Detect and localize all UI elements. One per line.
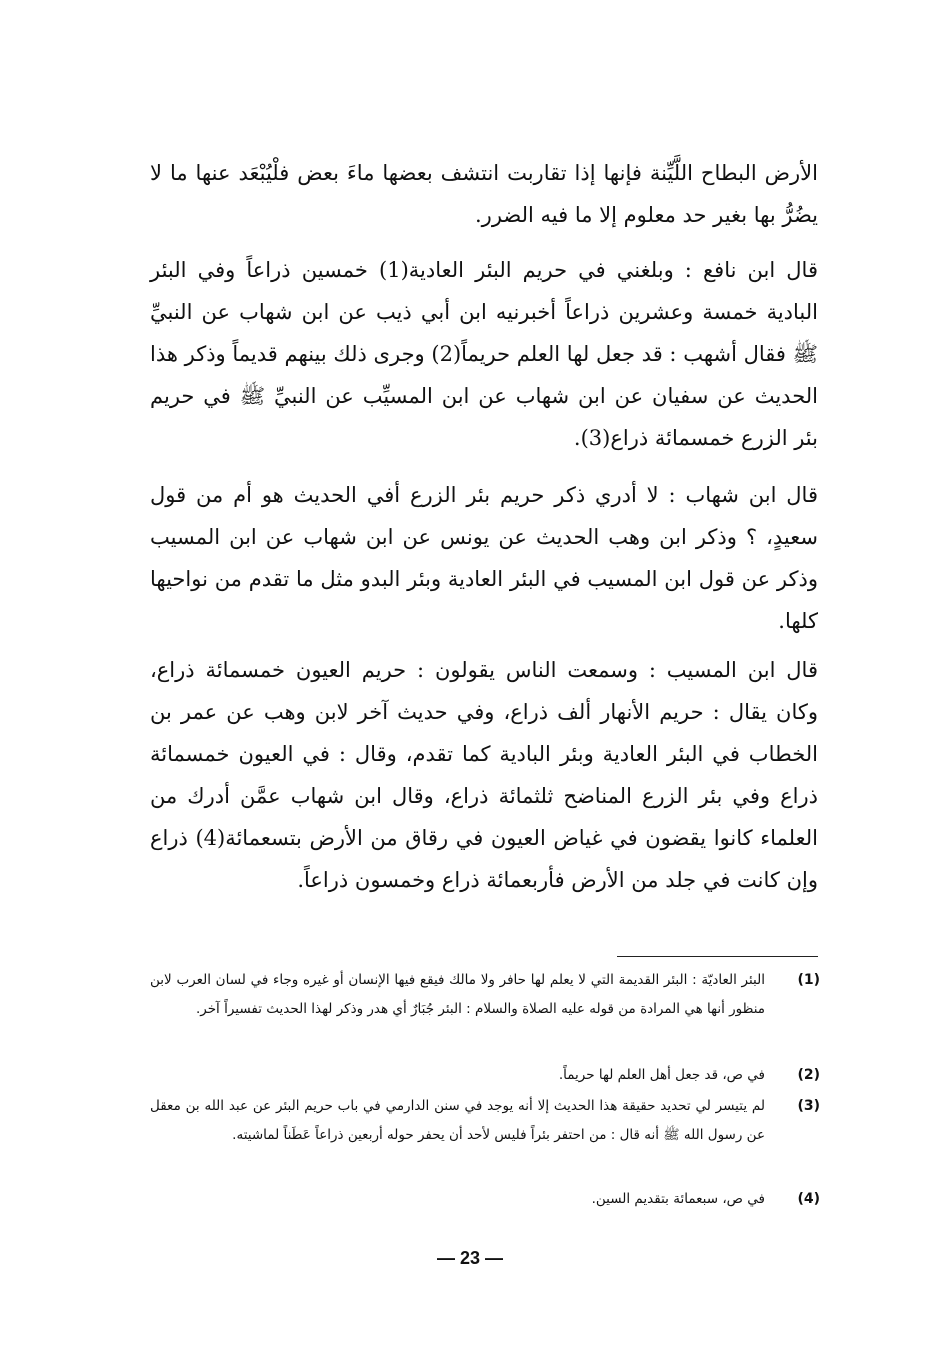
- footnote-4: [150, 1185, 820, 1214]
- footnote-text: في ص، قد جعل أهل العلم لها حريماً.: [558, 1067, 765, 1083]
- paragraph-3: قال ابن شهاب : لا أدري ذكر حريم بئر الزرع أفي الحديث هو أم من قول سعيدٍ، ؟ وذكر ابن وهب الحديث عن يونس عن ابن شهاب عن ابن المسيب وذكر عن قول ابن المسيب في البئر العادية وبئر البدو مثل ما تقدم من نواحيها كلها.: [150, 483, 818, 633]
- footnote-number: (1): [797, 972, 820, 988]
- footnote-2: [150, 1061, 820, 1090]
- footnote-1: [150, 966, 820, 1024]
- paragraph-4: قال ابن المسيب : وسمعت الناس يقولون : حريم العيون خمسمائة ذراع، وكان يقال : حريم الأنهار ألف ذراع، وفي حديث آخر لابن وهب عن عمر بن الخطاب في البئر العادية وبئر البادية كما تقدم، وقال : في العيون خمسمائة ذراع وفي بئر الزرع المناضح ثلثمائة ذراع، وقال ابن شهاب عمَّن أدرك من العلماء كانوا يقضون في غياض العيون في رقاق من الأرض بتسعمائة(4) ذراع وإن كانت في جلد من الأرض فأربعمائة ذراع وخمسون ذراعاً.: [150, 658, 818, 892]
- footnote-3: [150, 1092, 820, 1150]
- paragraph-1: الأرض البطاح اللَّيِّنة فإنها إذا تقاربت انتشف بعضها ماءَ بعض فلْيُبْعَد عنها ما لا يضُرُّ بها بغير حد معلوم إلا ما فيه الضرر.: [150, 161, 818, 227]
- footnote-text: في ص، سبعمائة بتقديم السين.: [591, 1191, 765, 1207]
- footnote-number: (3): [797, 1098, 820, 1114]
- footnote-number: (4): [797, 1191, 820, 1207]
- footnote-number: (2): [797, 1067, 820, 1083]
- footnote-separator: [617, 956, 818, 957]
- footnote-text: البئر العاديّة : البئر القديمة التي لا يعلم لها حافر ولا مالك فيقع فيها الإنسان أو غيره وجاء في لسان العرب لابن منظور أنها هي المرادة من قوله عليه الصلاة والسلام : البئر جُبَارٌ أي هدر وذكر لهذا الحديث تفسيراً آخر.: [150, 972, 765, 1017]
- page-number: — 23 —: [436, 1248, 504, 1268]
- footnote-text: لم يتيسر لي تحديد حقيقة هذا الحديث إلا أنه يوجد في سنن الدارمي في باب حريم البئر عن عبد الله بن معقل عن رسول الله ﷺ أنه قال : من احتفر بئراً فليس لأحد أن يحفر حوله أربعين ذراعاً عَطَناً لماشيته.: [150, 1098, 765, 1143]
- paragraph-2: قال ابن نافع : وبلغني في حريم البئر العادية(1) خمسين ذراعاً وفي البئر البادية خمسة وعشرين ذراعاً أخبرنيه ابن أبي ذيب عن ابن شهاب عن النبيِّ ﷺ فقال أشهب : قد جعل لها العلم حريماً(2) وجرى ذلك بينهم قديماً وذكر هذا الحديث عن سفيان عن ابن شهاب عن ابن المسيِّب عن النبيِّ ﷺ في حريم بئر الزرع خمسمائة ذراع(3).: [150, 258, 819, 450]
